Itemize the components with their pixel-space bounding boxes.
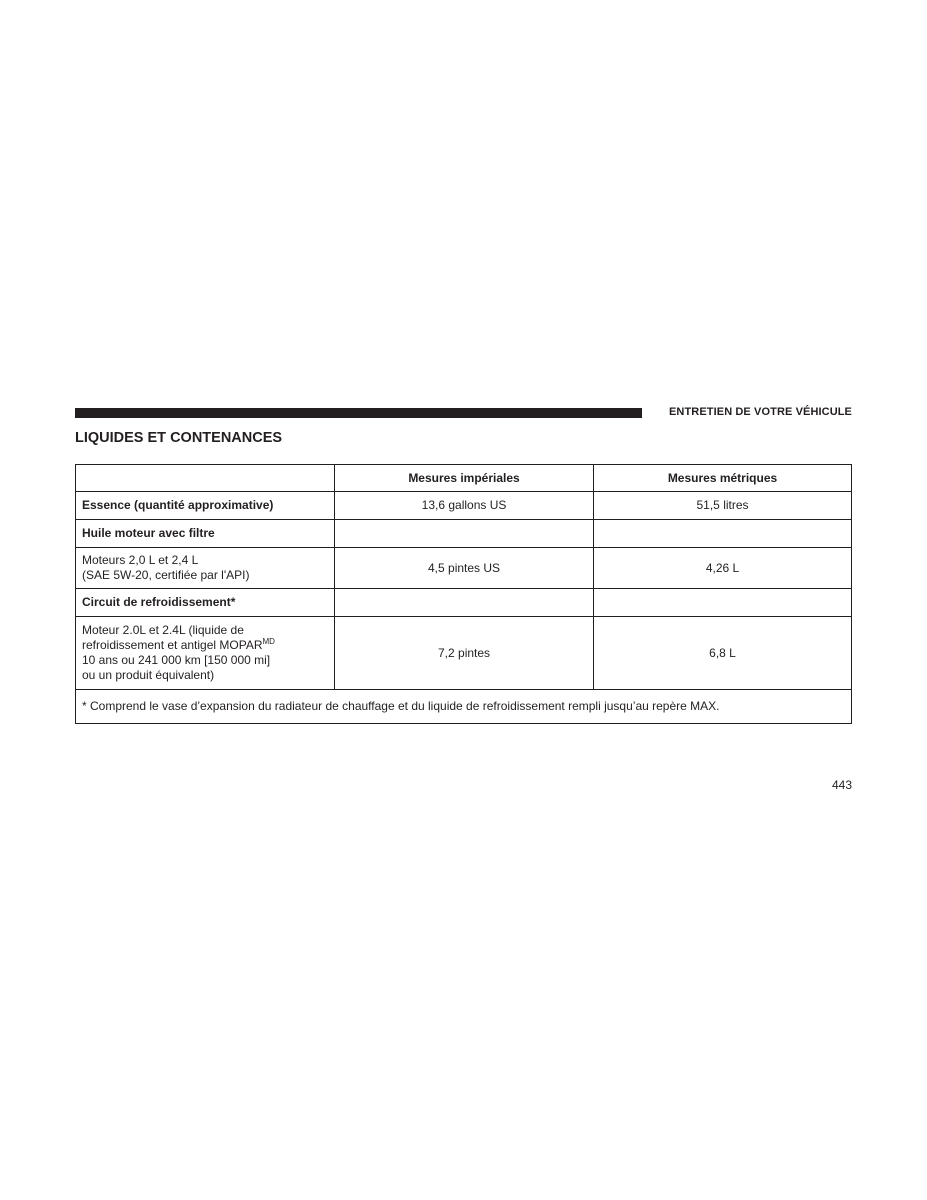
header-cell-empty (76, 465, 335, 492)
cell-engine-oil-imperial (335, 520, 594, 548)
table-footnote: * Comprend le vase d’expansion du radiateur de chauffage et du liquide de refroidissement rempli jusqu’au repère MAX. (76, 690, 852, 724)
table-row (76, 548, 852, 589)
header-rule (75, 408, 642, 418)
table-row (76, 617, 852, 690)
table-footnote-row (76, 690, 852, 724)
cell-coolant-metric: 6,8 L (594, 617, 852, 690)
cell-engine-oil-metric (594, 520, 852, 548)
table-header-row (76, 465, 852, 492)
coolant-label-line1: Moteur 2.0L et 2.4L (liquide de (82, 623, 244, 637)
coolant-label-line4: ou un produit équivalent) (82, 668, 215, 682)
cell-cooling-imperial (335, 589, 594, 617)
coolant-label-line2: refroidissement et antigel MOPAR (82, 638, 263, 652)
cell-fuel-imperial: 13,6 gallons US (335, 492, 594, 520)
table-row (76, 492, 852, 520)
coolant-label-superscript: MD (262, 637, 275, 646)
row-label-engines (76, 548, 335, 589)
row-label-fuel: Essence (quantité approximative) (76, 492, 335, 520)
cell-cooling-metric (594, 589, 852, 617)
table-row (76, 589, 852, 617)
header-cell-metric: Mesures métriques (594, 465, 852, 492)
cell-fuel-metric: 51,5 litres (594, 492, 852, 520)
coolant-label-line3: 10 ans ou 241 000 km [150 000 mi] (82, 653, 271, 667)
row-label-engine-oil: Huile moteur avec filtre (76, 520, 335, 548)
engines-label-line2: (SAE 5W-20, certifiée par l'API) (82, 568, 250, 582)
row-label-coolant (76, 617, 335, 690)
cell-coolant-imperial: 7,2 pintes (335, 617, 594, 690)
cell-engines-imperial: 4,5 pintes US (335, 548, 594, 589)
header-cell-imperial: Mesures impériales (335, 465, 594, 492)
table-row (76, 520, 852, 548)
section-header: ENTRETIEN DE VOTRE VÉHICULE (669, 406, 852, 418)
page-number: 443 (831, 778, 852, 792)
cell-engines-metric: 4,26 L (594, 548, 852, 589)
fluids-capacities-table (75, 464, 852, 724)
page-title: LIQUIDES ET CONTENANCES (75, 430, 283, 446)
engines-label-line1: Moteurs 2,0 L et 2,4 L (82, 553, 199, 567)
row-label-cooling-system: Circuit de refroidissement* (76, 589, 335, 617)
